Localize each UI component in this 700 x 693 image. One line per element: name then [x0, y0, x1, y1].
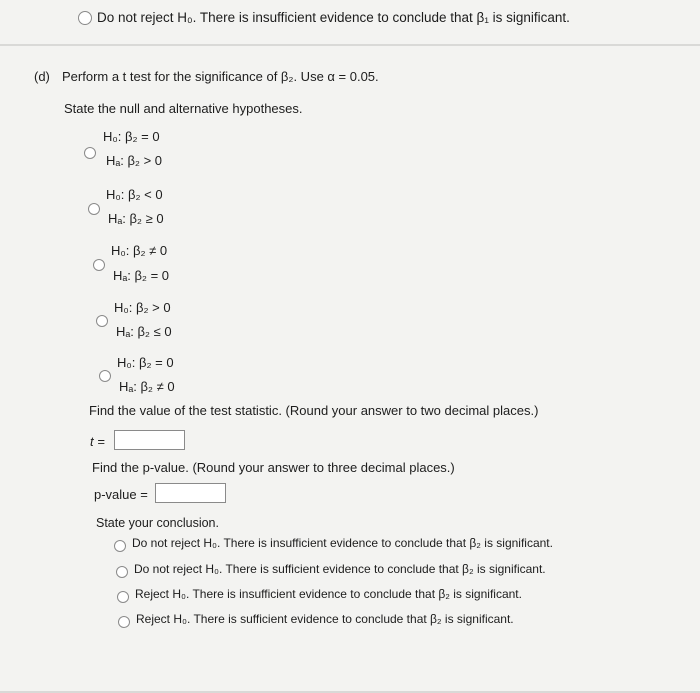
conclusion-radio[interactable]	[117, 591, 129, 603]
part-instruction: Perform a t test for the significance of β₂. Use α = 0.05.	[62, 69, 379, 84]
hypothesis-radio[interactable]	[96, 315, 108, 327]
pvalue-input[interactable]	[155, 483, 226, 503]
conclusion-option-text: Reject H₀. There is sufficient evidence to conclude that β₂ is significant.	[136, 612, 514, 626]
hypothesis-radio[interactable]	[84, 147, 96, 159]
conclusion-option-text: Do not reject H₀. There is insufficient evidence to conclude that β₂ is significant.	[132, 536, 553, 550]
pvalue-prompt: Find the p-value. (Round your answer to three decimal places.)	[92, 460, 455, 475]
hypothesis-ha: Hₐ: β₂ ≥ 0	[108, 211, 164, 226]
t-label: t =	[90, 434, 105, 449]
t-input[interactable]	[114, 430, 185, 450]
hypothesis-h0: H₀: β₂ < 0	[106, 187, 163, 202]
hypothesis-h0: H₀: β₂ > 0	[114, 300, 171, 315]
hypothesis-h0: H₀: β₂ ≠ 0	[111, 243, 168, 258]
divider	[0, 44, 700, 46]
hypothesis-radio[interactable]	[88, 203, 100, 215]
conclusion-radio[interactable]	[118, 616, 130, 628]
hypothesis-radio[interactable]	[93, 259, 105, 271]
hypothesis-ha: Hₐ: β₂ = 0	[113, 268, 170, 283]
hypothesis-ha: Hₐ: β₂ ≠ 0	[119, 379, 175, 394]
conclusion-prompt: State your conclusion.	[96, 516, 219, 530]
conclusion-option-text: Reject H₀. There is insufficient evidence to conclude that β₂ is significant.	[135, 587, 522, 601]
pvalue-label: p-value =	[94, 487, 148, 502]
part-c-option-text: Do not reject H₀. There is insufficient evidence to conclude that β₁ is significant.	[97, 10, 570, 25]
hypothesis-radio[interactable]	[99, 370, 111, 382]
conclusion-radio[interactable]	[116, 566, 128, 578]
conclusion-option-text: Do not reject H₀. There is sufficient evidence to conclude that β₂ is significant.	[134, 562, 546, 576]
part-c-radio[interactable]	[78, 11, 92, 25]
hypothesis-h0: H₀: β₂ = 0	[117, 355, 174, 370]
part-label: (d)	[34, 69, 50, 84]
hypotheses-prompt: State the null and alternative hypotheses.	[64, 101, 303, 116]
hypothesis-ha: Hₐ: β₂ ≤ 0	[116, 324, 172, 339]
hypothesis-h0: H₀: β₂ = 0	[103, 129, 160, 144]
conclusion-radio[interactable]	[114, 540, 126, 552]
test-statistic-prompt: Find the value of the test statistic. (Round your answer to two decimal places.)	[89, 403, 539, 418]
hypothesis-ha: Hₐ: β₂ > 0	[106, 153, 163, 168]
